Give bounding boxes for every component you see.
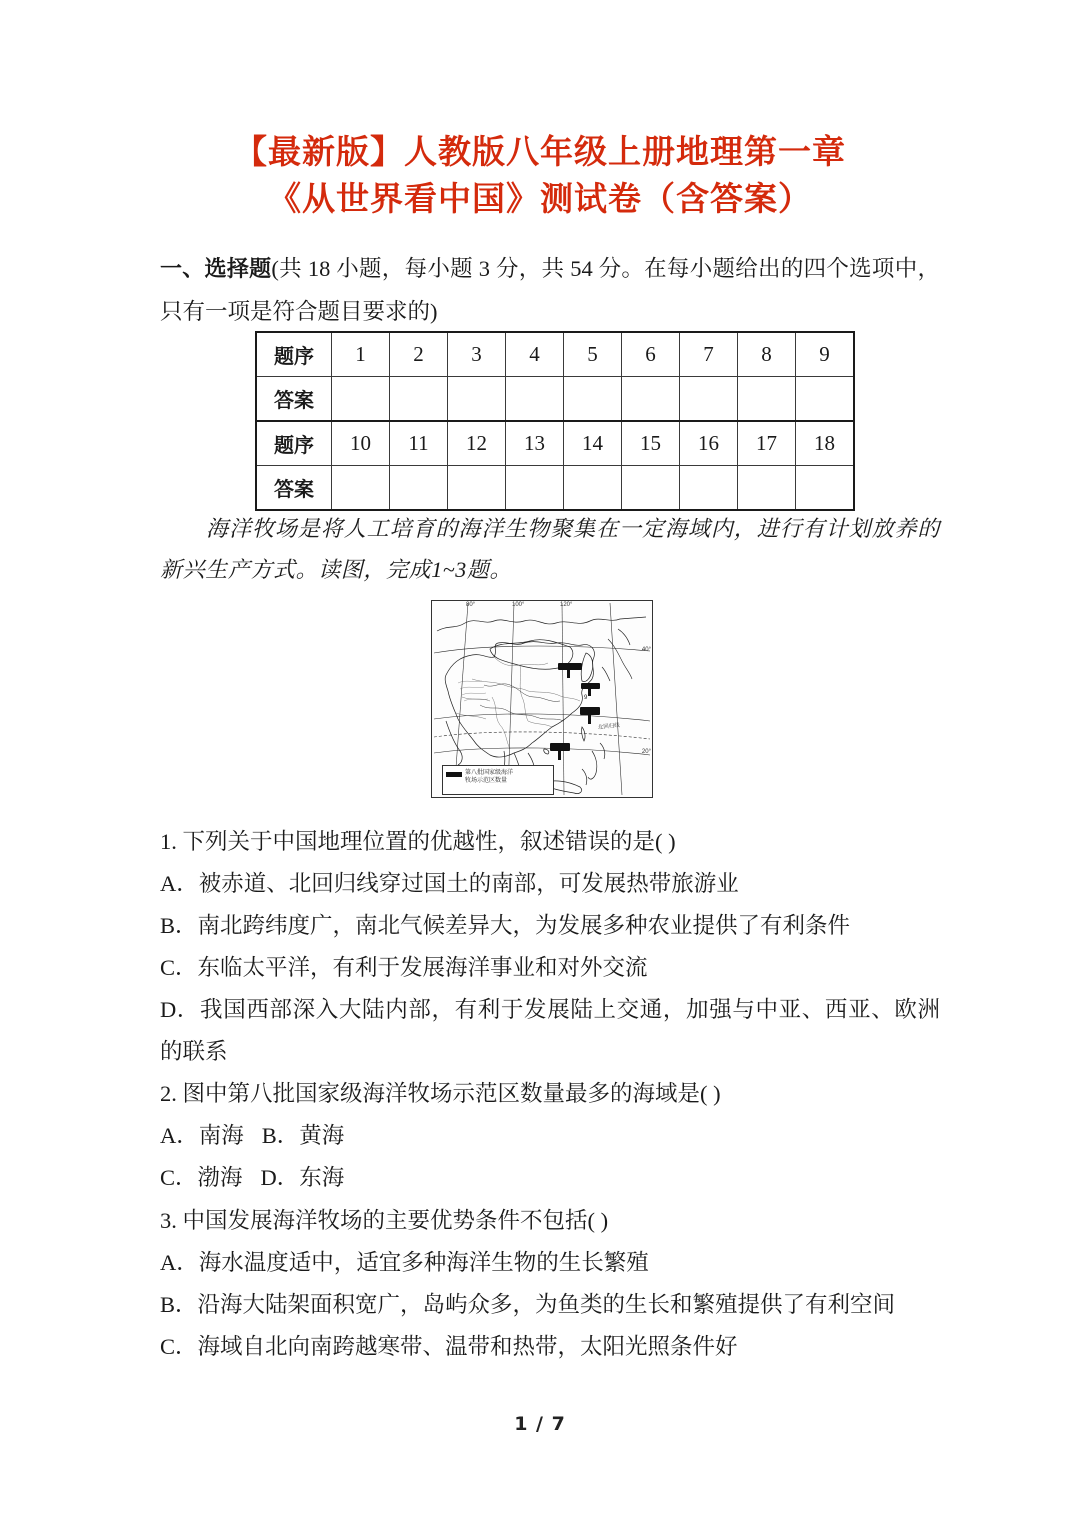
legend-scale-number: 9 [584, 695, 588, 701]
title-line-1: 【最新版】人教版八年级上册地理第一章 [234, 132, 846, 171]
option-a-label: A． [160, 1123, 199, 1148]
answer-cell[interactable] [390, 466, 448, 511]
table-cell[interactable]: 5 [564, 332, 622, 377]
table-cell[interactable]: 17 [738, 421, 796, 466]
option-b-text: 沿海大陆架面积宽广，岛屿众多，为鱼类的生长和繁殖提供了有利空间 [197, 1292, 896, 1317]
answer-table-wrapper [255, 331, 855, 511]
question-2-option-a[interactable] [160, 1123, 244, 1148]
table-cell[interactable]: 16 [680, 421, 738, 466]
legend-text-line-1: 第八批国家级海洋 [465, 770, 514, 776]
legend-marker-icon [446, 772, 462, 777]
question-2-option-row-2 [160, 1157, 940, 1199]
section-heading [160, 248, 940, 333]
table-cell[interactable]: 6 [622, 332, 680, 377]
option-b-label: B． [160, 913, 198, 938]
legend-text-line-2: 牧场示范区数量 [465, 778, 508, 784]
answer-cell[interactable] [506, 377, 564, 422]
question-3-number: 3. [160, 1208, 177, 1233]
question-1-block [160, 821, 940, 1073]
question-3-option-c[interactable] [160, 1326, 940, 1368]
question-2-option-b[interactable] [262, 1123, 345, 1148]
question-2-block [160, 1073, 940, 1199]
question-2-option-row-1 [160, 1115, 940, 1157]
answer-cell[interactable] [506, 466, 564, 511]
question-1-stem [160, 821, 940, 863]
table-row [256, 332, 854, 377]
row-label: 答案 [256, 466, 332, 511]
answer-cell[interactable] [796, 377, 855, 422]
legend-text [465, 769, 513, 794]
question-2-option-c[interactable] [160, 1165, 243, 1190]
answer-cell[interactable] [332, 377, 390, 422]
option-c-label: C． [160, 955, 198, 980]
table-cell[interactable]: 18 [796, 421, 855, 466]
answer-cell[interactable] [796, 466, 855, 511]
table-cell[interactable]: 9 [796, 332, 855, 377]
row-label: 答案 [256, 377, 332, 422]
option-a-text: 被赤道、北回归线穿过国土的南部，可发展热带旅游业 [198, 871, 739, 896]
option-a-text: 海水温度适中，适宜多种海洋生物的生长繁殖 [198, 1250, 649, 1275]
question-1-option-a[interactable] [160, 863, 940, 905]
option-c-text: 渤海 [197, 1165, 243, 1190]
option-a-text: 南海 [198, 1123, 244, 1148]
option-d-text: 我国西部深入大陆内部，有利于发展陆上交通，加强与中亚、西亚、欧洲的联系 [160, 997, 940, 1064]
question-1-stem-text: 下列关于中国地理位置的优越性，叙述错误的是( ) [182, 829, 676, 854]
page-footer: 1 / 7 [514, 1413, 566, 1435]
answer-cell[interactable] [564, 466, 622, 511]
table-row [256, 421, 854, 466]
option-d-label: D． [260, 1165, 300, 1190]
option-a-label: A． [160, 871, 199, 896]
question-1-number: 1. [160, 829, 177, 854]
row-label: 题序 [256, 332, 332, 377]
question-1-option-c[interactable] [160, 947, 940, 989]
question-2-stem-text: 图中第八批国家级海洋牧场示范区数量最多的海域是( ) [182, 1081, 721, 1106]
table-cell[interactable]: 11 [390, 421, 448, 466]
option-d-text: 东海 [299, 1165, 345, 1190]
answer-cell[interactable] [332, 466, 390, 511]
answer-table [255, 331, 855, 511]
table-cell[interactable]: 1 [332, 332, 390, 377]
tropic-label: 北回归线 [597, 722, 621, 731]
table-cell[interactable]: 7 [680, 332, 738, 377]
answer-cell[interactable] [622, 377, 680, 422]
longitude-label-80: 80° [466, 602, 476, 608]
answer-cell[interactable] [622, 466, 680, 511]
marine-ranch-map-figure [423, 588, 659, 805]
option-b-text: 黄海 [299, 1123, 345, 1148]
option-c-label: C． [160, 1165, 198, 1190]
section-instructions: (共 18 小题，每小题 3 分，共 54 分。在每小题给出的四个选项中，只有一项是符合题目要求的) [160, 256, 940, 324]
question-2-option-d[interactable] [261, 1165, 345, 1190]
table-cell[interactable]: 3 [448, 332, 506, 377]
table-row [256, 466, 854, 511]
table-cell[interactable]: 12 [448, 421, 506, 466]
table-cell[interactable]: 15 [622, 421, 680, 466]
table-cell[interactable]: 4 [506, 332, 564, 377]
option-c-text: 海域自北向南跨越寒带、温带和热带，太阳光照条件好 [197, 1334, 738, 1359]
section-heading-block [160, 248, 940, 333]
option-c-text: 东临太平洋，有利于发展海洋事业和对外交流 [197, 955, 648, 980]
passage-block [160, 508, 940, 590]
option-b-label: B． [261, 1123, 300, 1148]
longitude-label-100: 100° [512, 602, 525, 608]
passage-text: 海洋牧场是将人工培育的海洋生物聚集在一定海域内，进行有计划放养的新兴生产方式。读图，完成1~3题。 [160, 516, 940, 582]
title-line-2: 《从世界看中国》测试卷（含答案） [268, 179, 812, 218]
page-title [0, 128, 1080, 222]
question-2-number: 2. [160, 1081, 177, 1106]
answer-cell[interactable] [448, 466, 506, 511]
question-3-stem-text: 中国发展海洋牧场的主要优势条件不包括( ) [182, 1208, 609, 1233]
answer-table-body [256, 332, 854, 510]
table-cell[interactable]: 13 [506, 421, 564, 466]
map-legend [442, 765, 554, 795]
answer-cell[interactable] [680, 466, 738, 511]
option-a-label: A． [160, 1250, 199, 1275]
longitude-label-120: 120° [560, 602, 573, 608]
answer-cell[interactable] [680, 377, 738, 422]
option-b-label: B． [160, 1292, 198, 1317]
option-c-label: C． [160, 1334, 198, 1359]
answer-cell[interactable] [738, 377, 796, 422]
table-cell[interactable]: 14 [564, 421, 622, 466]
latitude-label-40: 40° [641, 647, 651, 653]
question-3-option-b[interactable] [160, 1284, 940, 1326]
table-cell[interactable]: 8 [738, 332, 796, 377]
answer-cell[interactable] [738, 466, 796, 511]
question-3-option-a[interactable] [160, 1242, 940, 1284]
option-b-text: 南北跨纬度广，南北气候差异大，为发展多种农业提供了有利条件 [197, 913, 851, 938]
map-frame [431, 600, 653, 798]
question-3-block [160, 1200, 940, 1368]
table-cell[interactable]: 2 [390, 332, 448, 377]
table-row [256, 377, 854, 422]
answer-cell[interactable] [564, 377, 622, 422]
table-cell[interactable]: 10 [332, 421, 390, 466]
option-d-label: D． [160, 997, 201, 1022]
latitude-label-20: 20° [641, 749, 651, 755]
question-1-option-b[interactable] [160, 905, 940, 947]
section-lead-label: 一、选择题 [160, 257, 272, 282]
question-2-stem [160, 1073, 940, 1115]
question-3-stem [160, 1200, 940, 1242]
answer-cell[interactable] [448, 377, 506, 422]
row-label: 题序 [256, 421, 332, 466]
question-1-option-d[interactable] [160, 989, 940, 1073]
answer-cell[interactable] [390, 377, 448, 422]
